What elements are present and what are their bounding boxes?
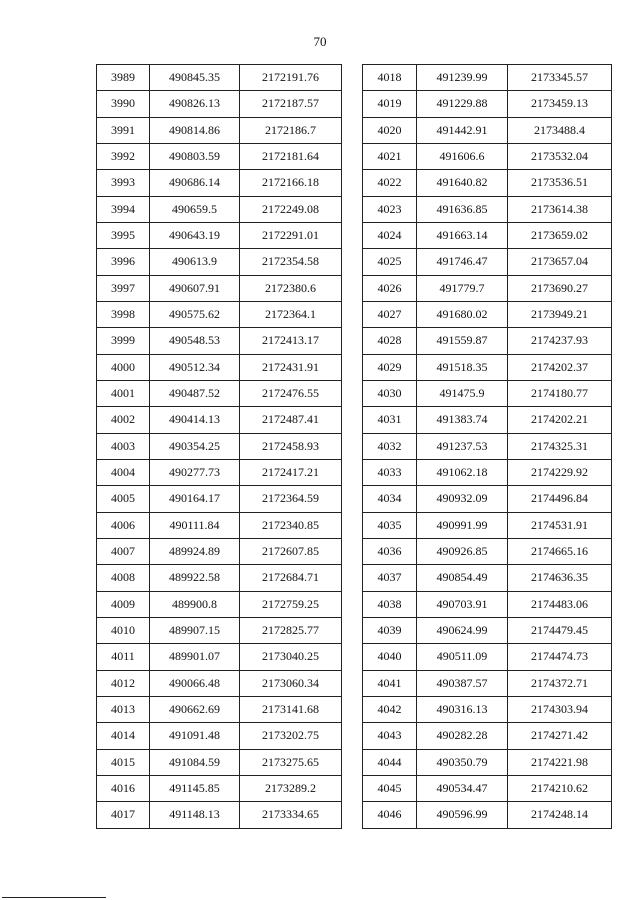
table-row: [363, 775, 612, 801]
y-coordinate-cell: 2173289.2: [240, 775, 342, 801]
y-coordinate-cell: 2173659.02: [508, 222, 612, 248]
x-coordinate-cell: 491636.85: [417, 196, 508, 222]
y-coordinate-cell: 2174221.98: [508, 749, 612, 775]
table-row: [97, 275, 342, 301]
table-row: [97, 696, 342, 722]
table-row: [97, 538, 342, 564]
y-coordinate-cell: 2172354.58: [240, 249, 342, 275]
y-coordinate-cell: 2174248.14: [508, 802, 612, 828]
table-row: [363, 143, 612, 169]
table-row: [363, 538, 612, 564]
x-coordinate-cell: 490607.91: [150, 275, 240, 301]
point-id-cell: 4001: [97, 380, 150, 406]
table-row: [363, 222, 612, 248]
x-coordinate-cell: 491475.9: [417, 380, 508, 406]
x-coordinate-cell: 491062.18: [417, 459, 508, 485]
x-coordinate-cell: 491148.13: [150, 802, 240, 828]
x-coordinate-cell: 490487.52: [150, 380, 240, 406]
table-row: [97, 644, 342, 670]
point-id-cell: 4004: [97, 459, 150, 485]
table-row: [97, 354, 342, 380]
point-id-cell: 4032: [363, 433, 417, 459]
y-coordinate-cell: 2172380.6: [240, 275, 342, 301]
table-row: [97, 196, 342, 222]
x-coordinate-cell: 491559.87: [417, 328, 508, 354]
point-id-cell: 3994: [97, 196, 150, 222]
y-coordinate-cell: 2172186.7: [240, 117, 342, 143]
point-id-cell: 4013: [97, 696, 150, 722]
point-id-cell: 4023: [363, 196, 417, 222]
point-id-cell: 4040: [363, 644, 417, 670]
y-coordinate-cell: 2174636.35: [508, 565, 612, 591]
point-id-cell: 4025: [363, 249, 417, 275]
x-coordinate-cell: 490814.86: [150, 117, 240, 143]
x-coordinate-cell: 490803.59: [150, 143, 240, 169]
y-coordinate-cell: 2172487.41: [240, 407, 342, 433]
y-coordinate-cell: 2172187.57: [240, 91, 342, 117]
y-coordinate-cell: 2174531.91: [508, 512, 612, 538]
x-coordinate-cell: 490991.99: [417, 512, 508, 538]
y-coordinate-cell: 2174665.16: [508, 538, 612, 564]
y-coordinate-cell: 2174237.93: [508, 328, 612, 354]
y-coordinate-cell: 2172249.08: [240, 196, 342, 222]
point-id-cell: 4031: [363, 407, 417, 433]
x-coordinate-cell: 490624.99: [417, 617, 508, 643]
point-id-cell: 3999: [97, 328, 150, 354]
y-coordinate-cell: 2173459.13: [508, 91, 612, 117]
point-id-cell: 3989: [97, 65, 150, 91]
page-number: 70: [313, 34, 327, 49]
table-row: [363, 749, 612, 775]
table-row: [363, 328, 612, 354]
coordinate-table-right: [362, 64, 612, 829]
table-row: [97, 749, 342, 775]
point-id-cell: 4019: [363, 91, 417, 117]
point-id-cell: 3997: [97, 275, 150, 301]
table-row: [363, 117, 612, 143]
point-id-cell: 4027: [363, 301, 417, 327]
point-id-cell: 4041: [363, 670, 417, 696]
x-coordinate-cell: 490932.09: [417, 486, 508, 512]
table-row: [97, 222, 342, 248]
y-coordinate-cell: 2174202.21: [508, 407, 612, 433]
point-id-cell: 4029: [363, 354, 417, 380]
point-id-cell: 4006: [97, 512, 150, 538]
x-coordinate-cell: 491640.82: [417, 170, 508, 196]
point-id-cell: 4016: [97, 775, 150, 801]
x-coordinate-cell: 490854.49: [417, 565, 508, 591]
y-coordinate-cell: 2172166.18: [240, 170, 342, 196]
point-id-cell: 4008: [97, 565, 150, 591]
x-coordinate-cell: 491084.59: [150, 749, 240, 775]
table-row: [97, 512, 342, 538]
point-id-cell: 4045: [363, 775, 417, 801]
table-row: [363, 65, 612, 91]
table-row: [97, 91, 342, 117]
point-id-cell: 4046: [363, 802, 417, 828]
table-row: [363, 354, 612, 380]
y-coordinate-cell: 2174180.77: [508, 380, 612, 406]
x-coordinate-cell: 491091.48: [150, 723, 240, 749]
y-coordinate-cell: 2172181.64: [240, 143, 342, 169]
point-id-cell: 4012: [97, 670, 150, 696]
point-id-cell: 4035: [363, 512, 417, 538]
point-id-cell: 3991: [97, 117, 150, 143]
footnote-rule: [2, 897, 106, 898]
x-coordinate-cell: 490596.99: [417, 802, 508, 828]
point-id-cell: 4018: [363, 65, 417, 91]
y-coordinate-cell: 2174372.71: [508, 670, 612, 696]
point-id-cell: 4028: [363, 328, 417, 354]
table-row: [363, 512, 612, 538]
x-coordinate-cell: 491606.6: [417, 143, 508, 169]
table-row: [97, 117, 342, 143]
y-coordinate-cell: 2174496.84: [508, 486, 612, 512]
x-coordinate-cell: 490845.35: [150, 65, 240, 91]
table-row: [363, 301, 612, 327]
point-id-cell: 4022: [363, 170, 417, 196]
y-coordinate-cell: 2173488.4: [508, 117, 612, 143]
y-coordinate-cell: 2174474.73: [508, 644, 612, 670]
y-coordinate-cell: 2172825.77: [240, 617, 342, 643]
x-coordinate-cell: 490686.14: [150, 170, 240, 196]
table-row: [363, 433, 612, 459]
x-coordinate-cell: 491680.02: [417, 301, 508, 327]
x-coordinate-cell: 490414.13: [150, 407, 240, 433]
table-row: [363, 723, 612, 749]
x-coordinate-cell: 491779.7: [417, 275, 508, 301]
point-id-cell: 4009: [97, 591, 150, 617]
point-id-cell: 4021: [363, 143, 417, 169]
x-coordinate-cell: 490575.62: [150, 301, 240, 327]
table-row: [363, 275, 612, 301]
point-id-cell: 4042: [363, 696, 417, 722]
table-row: [97, 486, 342, 512]
x-coordinate-cell: 491237.53: [417, 433, 508, 459]
x-coordinate-cell: 491145.85: [150, 775, 240, 801]
point-id-cell: 4003: [97, 433, 150, 459]
y-coordinate-cell: 2173141.68: [240, 696, 342, 722]
table-row: [97, 143, 342, 169]
point-id-cell: 4002: [97, 407, 150, 433]
point-id-cell: 4036: [363, 538, 417, 564]
point-id-cell: 4037: [363, 565, 417, 591]
y-coordinate-cell: 2174271.42: [508, 723, 612, 749]
x-coordinate-cell: 490354.25: [150, 433, 240, 459]
x-coordinate-cell: 490511.09: [417, 644, 508, 670]
point-id-cell: 4034: [363, 486, 417, 512]
table-row: [363, 486, 612, 512]
table-row: [97, 380, 342, 406]
table-row: [97, 170, 342, 196]
x-coordinate-cell: 490548.53: [150, 328, 240, 354]
table-row: [363, 591, 612, 617]
table-row: [363, 617, 612, 643]
x-coordinate-cell: 490926.85: [417, 538, 508, 564]
x-coordinate-cell: 491518.35: [417, 354, 508, 380]
y-coordinate-cell: 2173060.34: [240, 670, 342, 696]
x-coordinate-cell: 490111.84: [150, 512, 240, 538]
coordinate-table-left: [96, 64, 342, 829]
table-row: [363, 459, 612, 485]
y-coordinate-cell: 2172364.59: [240, 486, 342, 512]
table-row: [363, 802, 612, 828]
x-coordinate-cell: 490659.5: [150, 196, 240, 222]
point-id-cell: 4007: [97, 538, 150, 564]
point-id-cell: 3996: [97, 249, 150, 275]
x-coordinate-cell: 491746.47: [417, 249, 508, 275]
y-coordinate-cell: 2174325.31: [508, 433, 612, 459]
y-coordinate-cell: 2172476.55: [240, 380, 342, 406]
y-coordinate-cell: 2172413.17: [240, 328, 342, 354]
y-coordinate-cell: 2174210.62: [508, 775, 612, 801]
table-row: [97, 249, 342, 275]
point-id-cell: 4033: [363, 459, 417, 485]
y-coordinate-cell: 2174303.94: [508, 696, 612, 722]
coordinate-table-left-body: [97, 65, 342, 829]
point-id-cell: 4030: [363, 380, 417, 406]
y-coordinate-cell: 2173040.25: [240, 644, 342, 670]
y-coordinate-cell: 2172458.93: [240, 433, 342, 459]
point-id-cell: 4043: [363, 723, 417, 749]
x-coordinate-cell: 490387.57: [417, 670, 508, 696]
point-id-cell: 3992: [97, 143, 150, 169]
y-coordinate-cell: 2173275.65: [240, 749, 342, 775]
y-coordinate-cell: 2174202.37: [508, 354, 612, 380]
table-row: [97, 407, 342, 433]
table-row: [97, 775, 342, 801]
y-coordinate-cell: 2172684.71: [240, 565, 342, 591]
point-id-cell: 3998: [97, 301, 150, 327]
y-coordinate-cell: 2173334.65: [240, 802, 342, 828]
table-row: [363, 249, 612, 275]
table-row: [363, 91, 612, 117]
point-id-cell: 4015: [97, 749, 150, 775]
x-coordinate-cell: 491229.88: [417, 91, 508, 117]
table-row: [97, 565, 342, 591]
y-coordinate-cell: 2174483.06: [508, 591, 612, 617]
point-id-cell: 4044: [363, 749, 417, 775]
x-coordinate-cell: 491663.14: [417, 222, 508, 248]
y-coordinate-cell: 2172340.85: [240, 512, 342, 538]
y-coordinate-cell: 2173657.04: [508, 249, 612, 275]
y-coordinate-cell: 2172291.01: [240, 222, 342, 248]
x-coordinate-cell: 490703.91: [417, 591, 508, 617]
point-id-cell: 3990: [97, 91, 150, 117]
y-coordinate-cell: 2173532.04: [508, 143, 612, 169]
table-row: [97, 65, 342, 91]
x-coordinate-cell: 490643.19: [150, 222, 240, 248]
y-coordinate-cell: 2172417.21: [240, 459, 342, 485]
table-row: [97, 802, 342, 828]
point-id-cell: 4017: [97, 802, 150, 828]
y-coordinate-cell: 2172759.25: [240, 591, 342, 617]
x-coordinate-cell: 490164.17: [150, 486, 240, 512]
table-row: [97, 301, 342, 327]
x-coordinate-cell: 489900.8: [150, 591, 240, 617]
point-id-cell: 4024: [363, 222, 417, 248]
x-coordinate-cell: 490066.48: [150, 670, 240, 696]
point-id-cell: 4039: [363, 617, 417, 643]
x-coordinate-cell: 490350.79: [417, 749, 508, 775]
y-coordinate-cell: 2173345.57: [508, 65, 612, 91]
y-coordinate-cell: 2174229.92: [508, 459, 612, 485]
table-row: [363, 696, 612, 722]
point-id-cell: 3993: [97, 170, 150, 196]
x-coordinate-cell: 490613.9: [150, 249, 240, 275]
y-coordinate-cell: 2173690.27: [508, 275, 612, 301]
x-coordinate-cell: 489901.07: [150, 644, 240, 670]
point-id-cell: 4011: [97, 644, 150, 670]
y-coordinate-cell: 2174479.45: [508, 617, 612, 643]
point-id-cell: 4014: [97, 723, 150, 749]
y-coordinate-cell: 2172431.91: [240, 354, 342, 380]
y-coordinate-cell: 2172364.1: [240, 301, 342, 327]
x-coordinate-cell: 490316.13: [417, 696, 508, 722]
y-coordinate-cell: 2172191.76: [240, 65, 342, 91]
x-coordinate-cell: 489922.58: [150, 565, 240, 591]
y-coordinate-cell: 2173614.38: [508, 196, 612, 222]
point-id-cell: 4005: [97, 486, 150, 512]
y-coordinate-cell: 2173202.75: [240, 723, 342, 749]
y-coordinate-cell: 2173949.21: [508, 301, 612, 327]
point-id-cell: 3995: [97, 222, 150, 248]
x-coordinate-cell: 491239.99: [417, 65, 508, 91]
point-id-cell: 4020: [363, 117, 417, 143]
point-id-cell: 4000: [97, 354, 150, 380]
point-id-cell: 4038: [363, 591, 417, 617]
x-coordinate-cell: 491442.91: [417, 117, 508, 143]
y-coordinate-cell: 2172607.85: [240, 538, 342, 564]
table-row: [363, 407, 612, 433]
table-row: [363, 644, 612, 670]
x-coordinate-cell: 490662.69: [150, 696, 240, 722]
table-row: [97, 670, 342, 696]
x-coordinate-cell: 490277.73: [150, 459, 240, 485]
table-row: [97, 459, 342, 485]
table-row: [97, 591, 342, 617]
table-row: [97, 723, 342, 749]
point-id-cell: 4026: [363, 275, 417, 301]
x-coordinate-cell: 490826.13: [150, 91, 240, 117]
table-row: [97, 328, 342, 354]
x-coordinate-cell: 489924.89: [150, 538, 240, 564]
table-row: [363, 196, 612, 222]
x-coordinate-cell: 490534.47: [417, 775, 508, 801]
table-row: [363, 670, 612, 696]
x-coordinate-cell: 489907.15: [150, 617, 240, 643]
table-row: [363, 380, 612, 406]
table-row: [97, 433, 342, 459]
x-coordinate-cell: 490282.28: [417, 723, 508, 749]
point-id-cell: 4010: [97, 617, 150, 643]
table-row: [363, 170, 612, 196]
x-coordinate-cell: 491383.74: [417, 407, 508, 433]
y-coordinate-cell: 2173536.51: [508, 170, 612, 196]
table-row: [363, 565, 612, 591]
coordinate-table-right-body: [363, 65, 612, 829]
table-row: [97, 617, 342, 643]
x-coordinate-cell: 490512.34: [150, 354, 240, 380]
